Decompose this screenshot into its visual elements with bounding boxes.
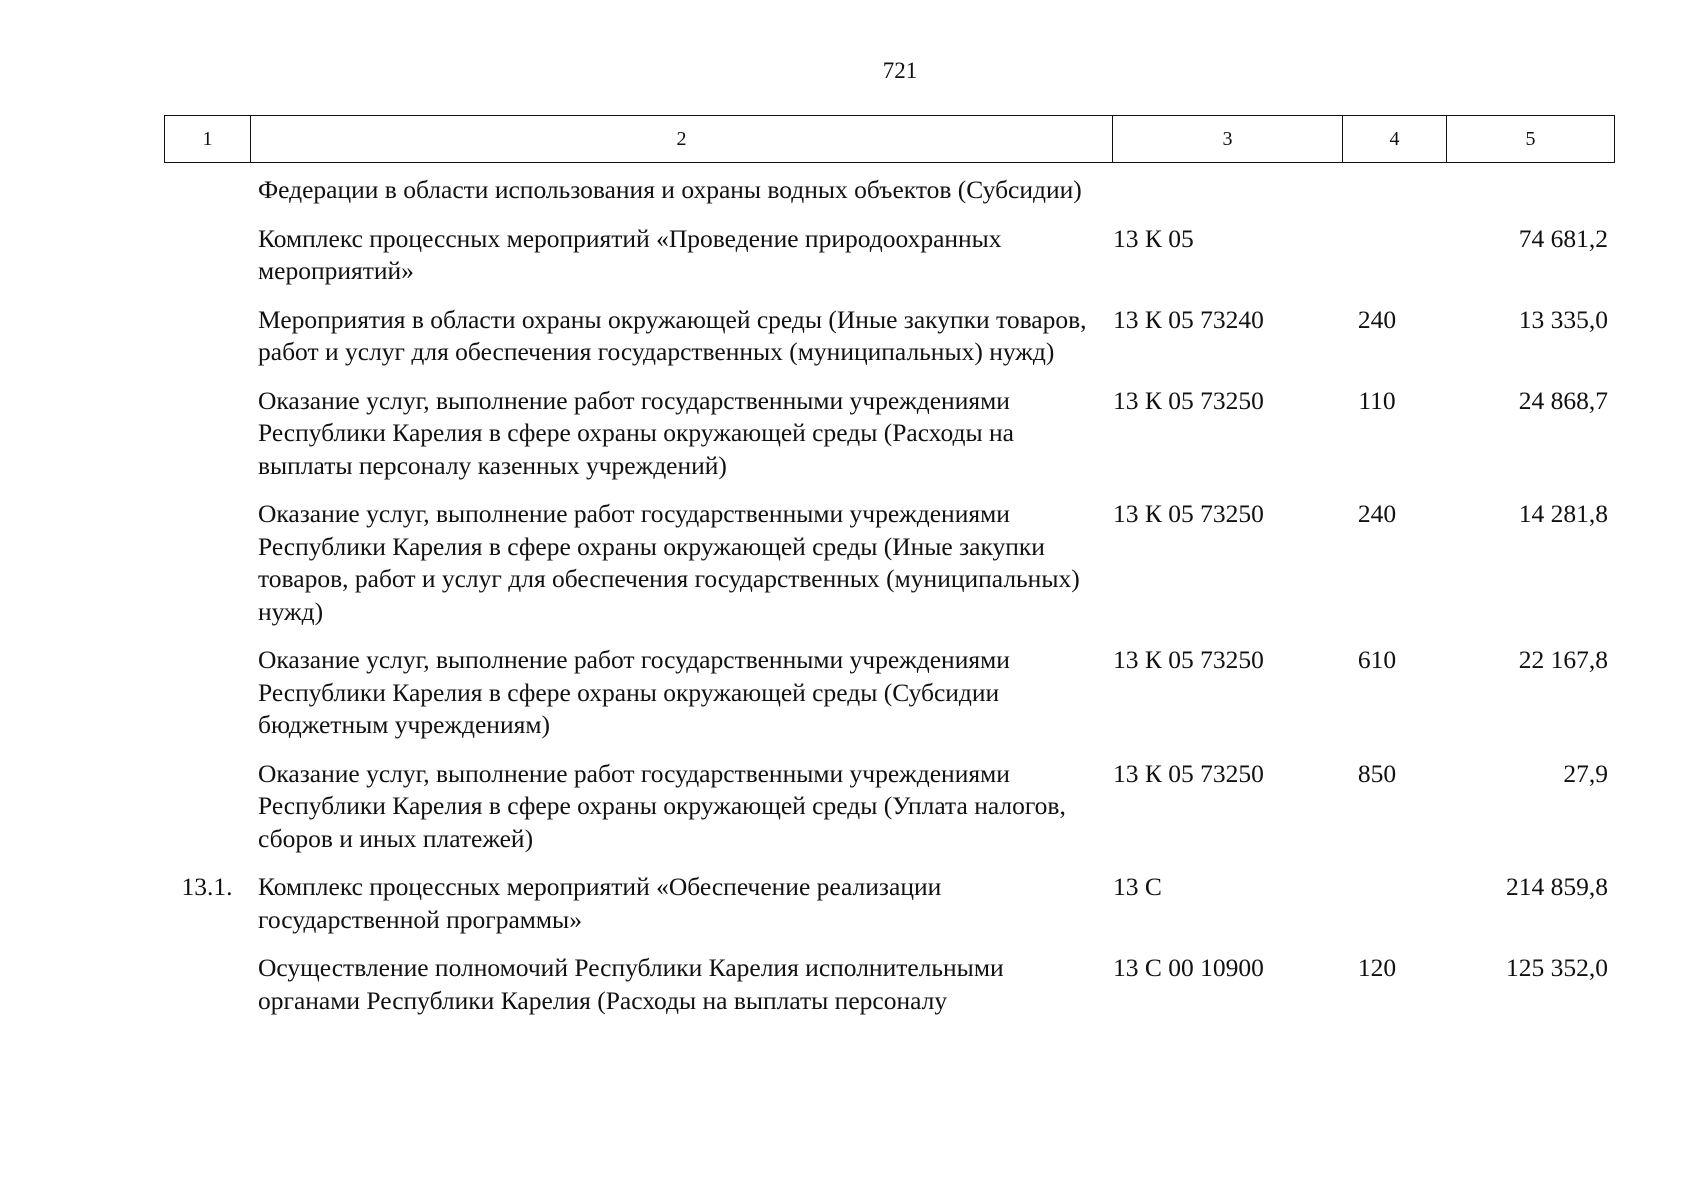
row-code: 13 К 05 73250 [1113, 758, 1264, 788]
table-body [164, 174, 1614, 1033]
row-code: 13 К 05 73240 [1113, 304, 1264, 334]
header-col-3: 3 [1113, 116, 1343, 163]
row-type: 610 [1357, 645, 1397, 674]
table-row [164, 385, 1614, 483]
row-amount: 14 281,8 [1518, 499, 1608, 528]
row-type: 110 [1358, 385, 1396, 415]
row-amount: 13 335,0 [1518, 304, 1608, 334]
row-amount: 22 167,8 [1518, 645, 1608, 674]
table-row [164, 952, 1614, 1017]
row-name: Оказание услуг, выполнение работ государственными учреждениями Республики Карелия в сфере охраны окружающей среды (Иные закупки товаров, работ и услуг для обеспечения государственных (муниципальных) нужд) [258, 499, 1080, 626]
row-amount: 27,9 [1563, 758, 1608, 788]
row-type: 240 [1357, 499, 1397, 528]
table-row [164, 644, 1614, 742]
row-code: 13 К 05 73250 [1113, 499, 1264, 528]
row-number: 13.1. [181, 872, 233, 901]
row-type: 850 [1357, 758, 1397, 788]
header-col-5: 5 [1447, 116, 1615, 163]
row-name: Комплекс процессных мероприятий «Проведение природоохранных мероприятий» [258, 223, 1002, 285]
table-row [164, 304, 1614, 369]
row-name: Комплекс процессных мероприятий «Обеспечение реализации государственной программы» [258, 872, 942, 934]
table-row [164, 498, 1614, 628]
table-row [164, 174, 1614, 207]
row-name: Федерации в области использования и охраны водных объектов (Субсидии) [258, 175, 1082, 204]
row-name: Оказание услуг, выполнение работ государственными учреждениями Республики Карелия в сфере охраны окружающей среды (Уплата налогов, сборов и иных платежей) [258, 758, 1066, 853]
row-amount: 24 868,7 [1518, 385, 1608, 415]
row-name: Мероприятия в области охраны окружающей среды (Иные закупки товаров, работ и услуг для обеспечения государственных (муниципальных) нужд) [258, 304, 1087, 366]
row-code: 13 К 05 [1113, 223, 1194, 253]
table-row [164, 758, 1614, 856]
row-name: Осуществление полномочий Республики Карелия исполнительными органами Республики Карелия (Расходы на выплаты персоналу [258, 953, 1004, 1015]
row-name: Оказание услуг, выполнение работ государственными учреждениями Республики Карелия в сфере охраны окружающей среды (Субсидии бюджетным учреждениям) [258, 645, 1010, 739]
row-type: 120 [1357, 953, 1397, 982]
header-col-4: 4 [1343, 116, 1447, 163]
row-code: 13 С 00 10900 [1113, 953, 1264, 982]
table-header [164, 115, 1615, 163]
header-col-1: 1 [165, 116, 251, 163]
header-col-2: 2 [251, 116, 1113, 163]
row-amount: 214 859,8 [1506, 872, 1608, 901]
table-row [164, 871, 1614, 936]
row-name: Оказание услуг, выполнение работ государственными учреждениями Республики Карелия в сфере охраны окружающей среды (Расходы на выплаты персоналу казенных учреждений) [258, 385, 1014, 480]
page-number: 721 [882, 58, 918, 83]
row-type: 240 [1357, 304, 1397, 334]
row-code: 13 С [1113, 872, 1162, 901]
row-amount: 125 352,0 [1506, 953, 1608, 982]
row-code: 13 К 05 73250 [1113, 645, 1264, 674]
row-code: 13 К 05 73250 [1113, 385, 1264, 415]
table-row [164, 223, 1614, 288]
row-amount: 74 681,2 [1518, 223, 1608, 253]
